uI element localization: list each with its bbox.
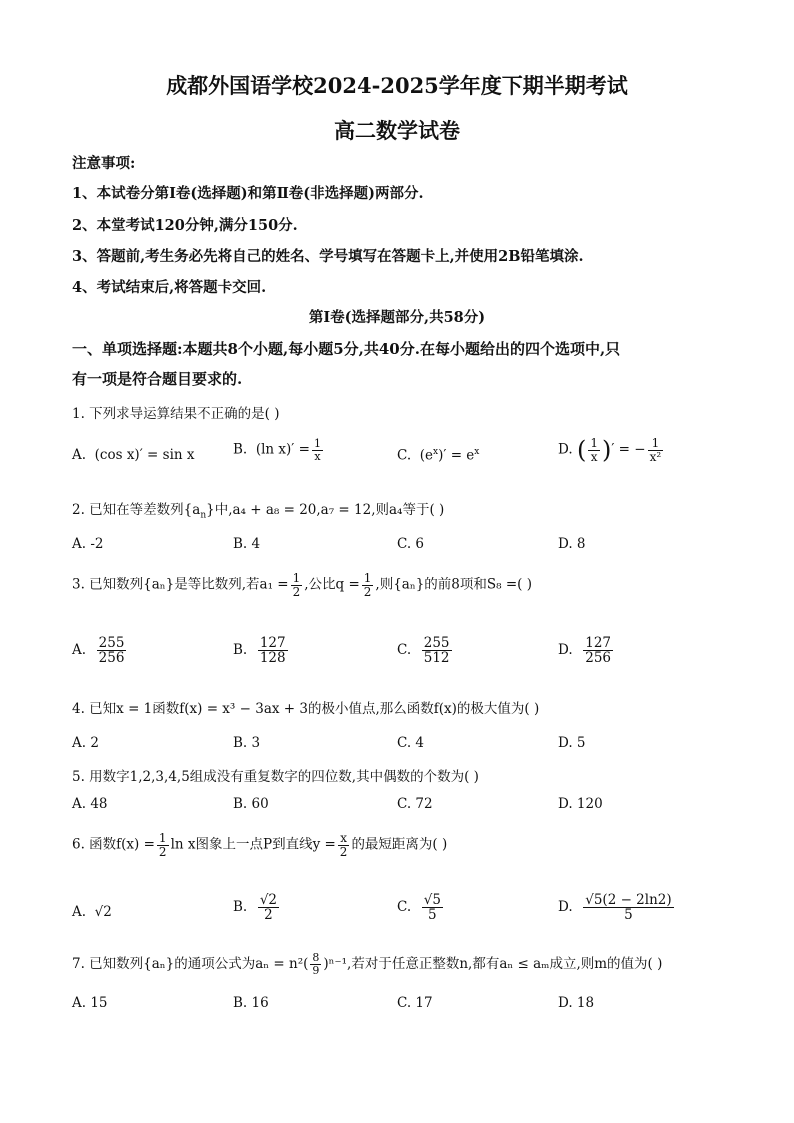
question-6-option-c: C. $\frac{√5}{5}$	[397, 892, 441, 924]
section-instruction-line2: 有一项是符合题目要求的.	[72, 370, 243, 388]
question-1-option-a: A. (cos x)′ = sin x	[72, 447, 195, 463]
question-3-stem: 3. 已知数列{aₙ}是等比数列,若a₁ = $\frac{1}{2}$ ,公比q = $\frac{1}{2}$ ,则{aₙ}的前8项和S₈ =( )	[72, 571, 532, 599]
question-3-option-b: B. $\frac{127}{128}$	[233, 635, 286, 667]
question-4-option-a: A. 2	[72, 735, 99, 751]
question-2-stem: 2. 已知在等差数列$\{a_n\}$中,a₄ + a₈ = 20,a₇ = 12,则a₄等于( )	[72, 502, 445, 521]
question-7-stem: 7. 已知数列{aₙ}的通项公式为aₙ = n²( $\frac{8}{9}$ )ⁿ⁻¹,若对于任意正整数n,都有aₙ ≤ aₘ成立,则m的值为( )	[72, 951, 663, 977]
question-2-option-d: D. 8	[558, 536, 586, 552]
question-1-option-b: B. (ln x)′ = $\frac{1}{x}$	[233, 437, 321, 463]
question-4-stem: 4. 已知x = 1函数f(x) = x³ − 3ax + 3的极小值点,那么函数f(x)的极大值为( )	[72, 701, 540, 717]
question-4-option-d: D. 5	[558, 735, 586, 751]
question-6-option-a: A. √2	[72, 904, 112, 920]
part1-heading: 第Ⅰ卷(选择题部分,共58分)	[308, 309, 486, 326]
section-instruction-line1: 一、单项选择题:本题共8个小题,每小题5分,共40分.在每小题给出的四个选项中,只	[72, 340, 621, 358]
question-5-option-d: D. 120	[558, 796, 603, 812]
question-5-stem: 5. 用数字1,2,3,4,5组成没有重复数字的四位数,其中偶数的个数为( )	[72, 769, 479, 785]
question-6-stem: 6. 函数f(x) = $\frac{1}{2}$ ln x图象上一点P到直线y = $\frac{x}{2}$ 的最短距离为( )	[72, 831, 448, 859]
question-7-option-a: A. 15	[72, 995, 108, 1011]
question-7-option-b: B. 16	[233, 995, 269, 1011]
question-2-option-b: B. 4	[233, 536, 261, 552]
notice-heading: 注意事项:	[72, 155, 136, 172]
question-6-option-b: B. $\frac{√2}{2}$	[233, 892, 278, 924]
question-5-option-c: C. 72	[397, 796, 433, 812]
question-4-option-b: B. 3	[233, 735, 261, 751]
question-6-option-d: D. $\frac{√5(2 - 2\ln 2)}{5}$	[558, 892, 672, 924]
notice-item: 4、考试结束后,将答题卡交回.	[72, 279, 267, 296]
exam-title: 成都外国语学校2024-2025学年度下期半期考试	[166, 73, 628, 98]
notice-item: 2、本堂考试120分钟,满分150分.	[72, 217, 298, 234]
question-1-option-c: C. $(e^x)' = e^x$	[397, 447, 480, 464]
notice-item: 1、本试卷分第Ⅰ卷(选择题)和第Ⅱ卷(非选择题)两部分.	[72, 185, 424, 202]
question-5-option-a: A. 48	[72, 796, 108, 812]
exam-subtitle: 高二数学试卷	[334, 118, 460, 143]
question-3-option-a: A. $\frac{255}{256}$	[72, 635, 125, 667]
question-2-option-a: A. -2	[72, 536, 104, 552]
question-3-option-d: D. $\frac{127}{256}$	[558, 635, 612, 667]
question-7-option-d: D. 18	[558, 995, 595, 1011]
question-4-option-c: C. 4	[397, 735, 425, 751]
notice-item: 3、答题前,考生务必先将自己的姓名、学号填写在答题卡上,并使用2B铅笔填涂.	[72, 248, 584, 265]
question-1-stem: 1. 下列求导运算结果不正确的是( )	[72, 406, 280, 422]
question-7-option-c: C. 17	[397, 995, 433, 1011]
question-2-option-c: C. 6	[397, 536, 425, 552]
question-1-option-d: D. ( $\frac{1}{x}$ )′ = − $\frac{1}{\text{x²}}$	[558, 435, 662, 464]
question-3-option-c: C. $\frac{255}{512}$	[397, 635, 450, 667]
question-5-option-b: B. 60	[233, 796, 269, 812]
